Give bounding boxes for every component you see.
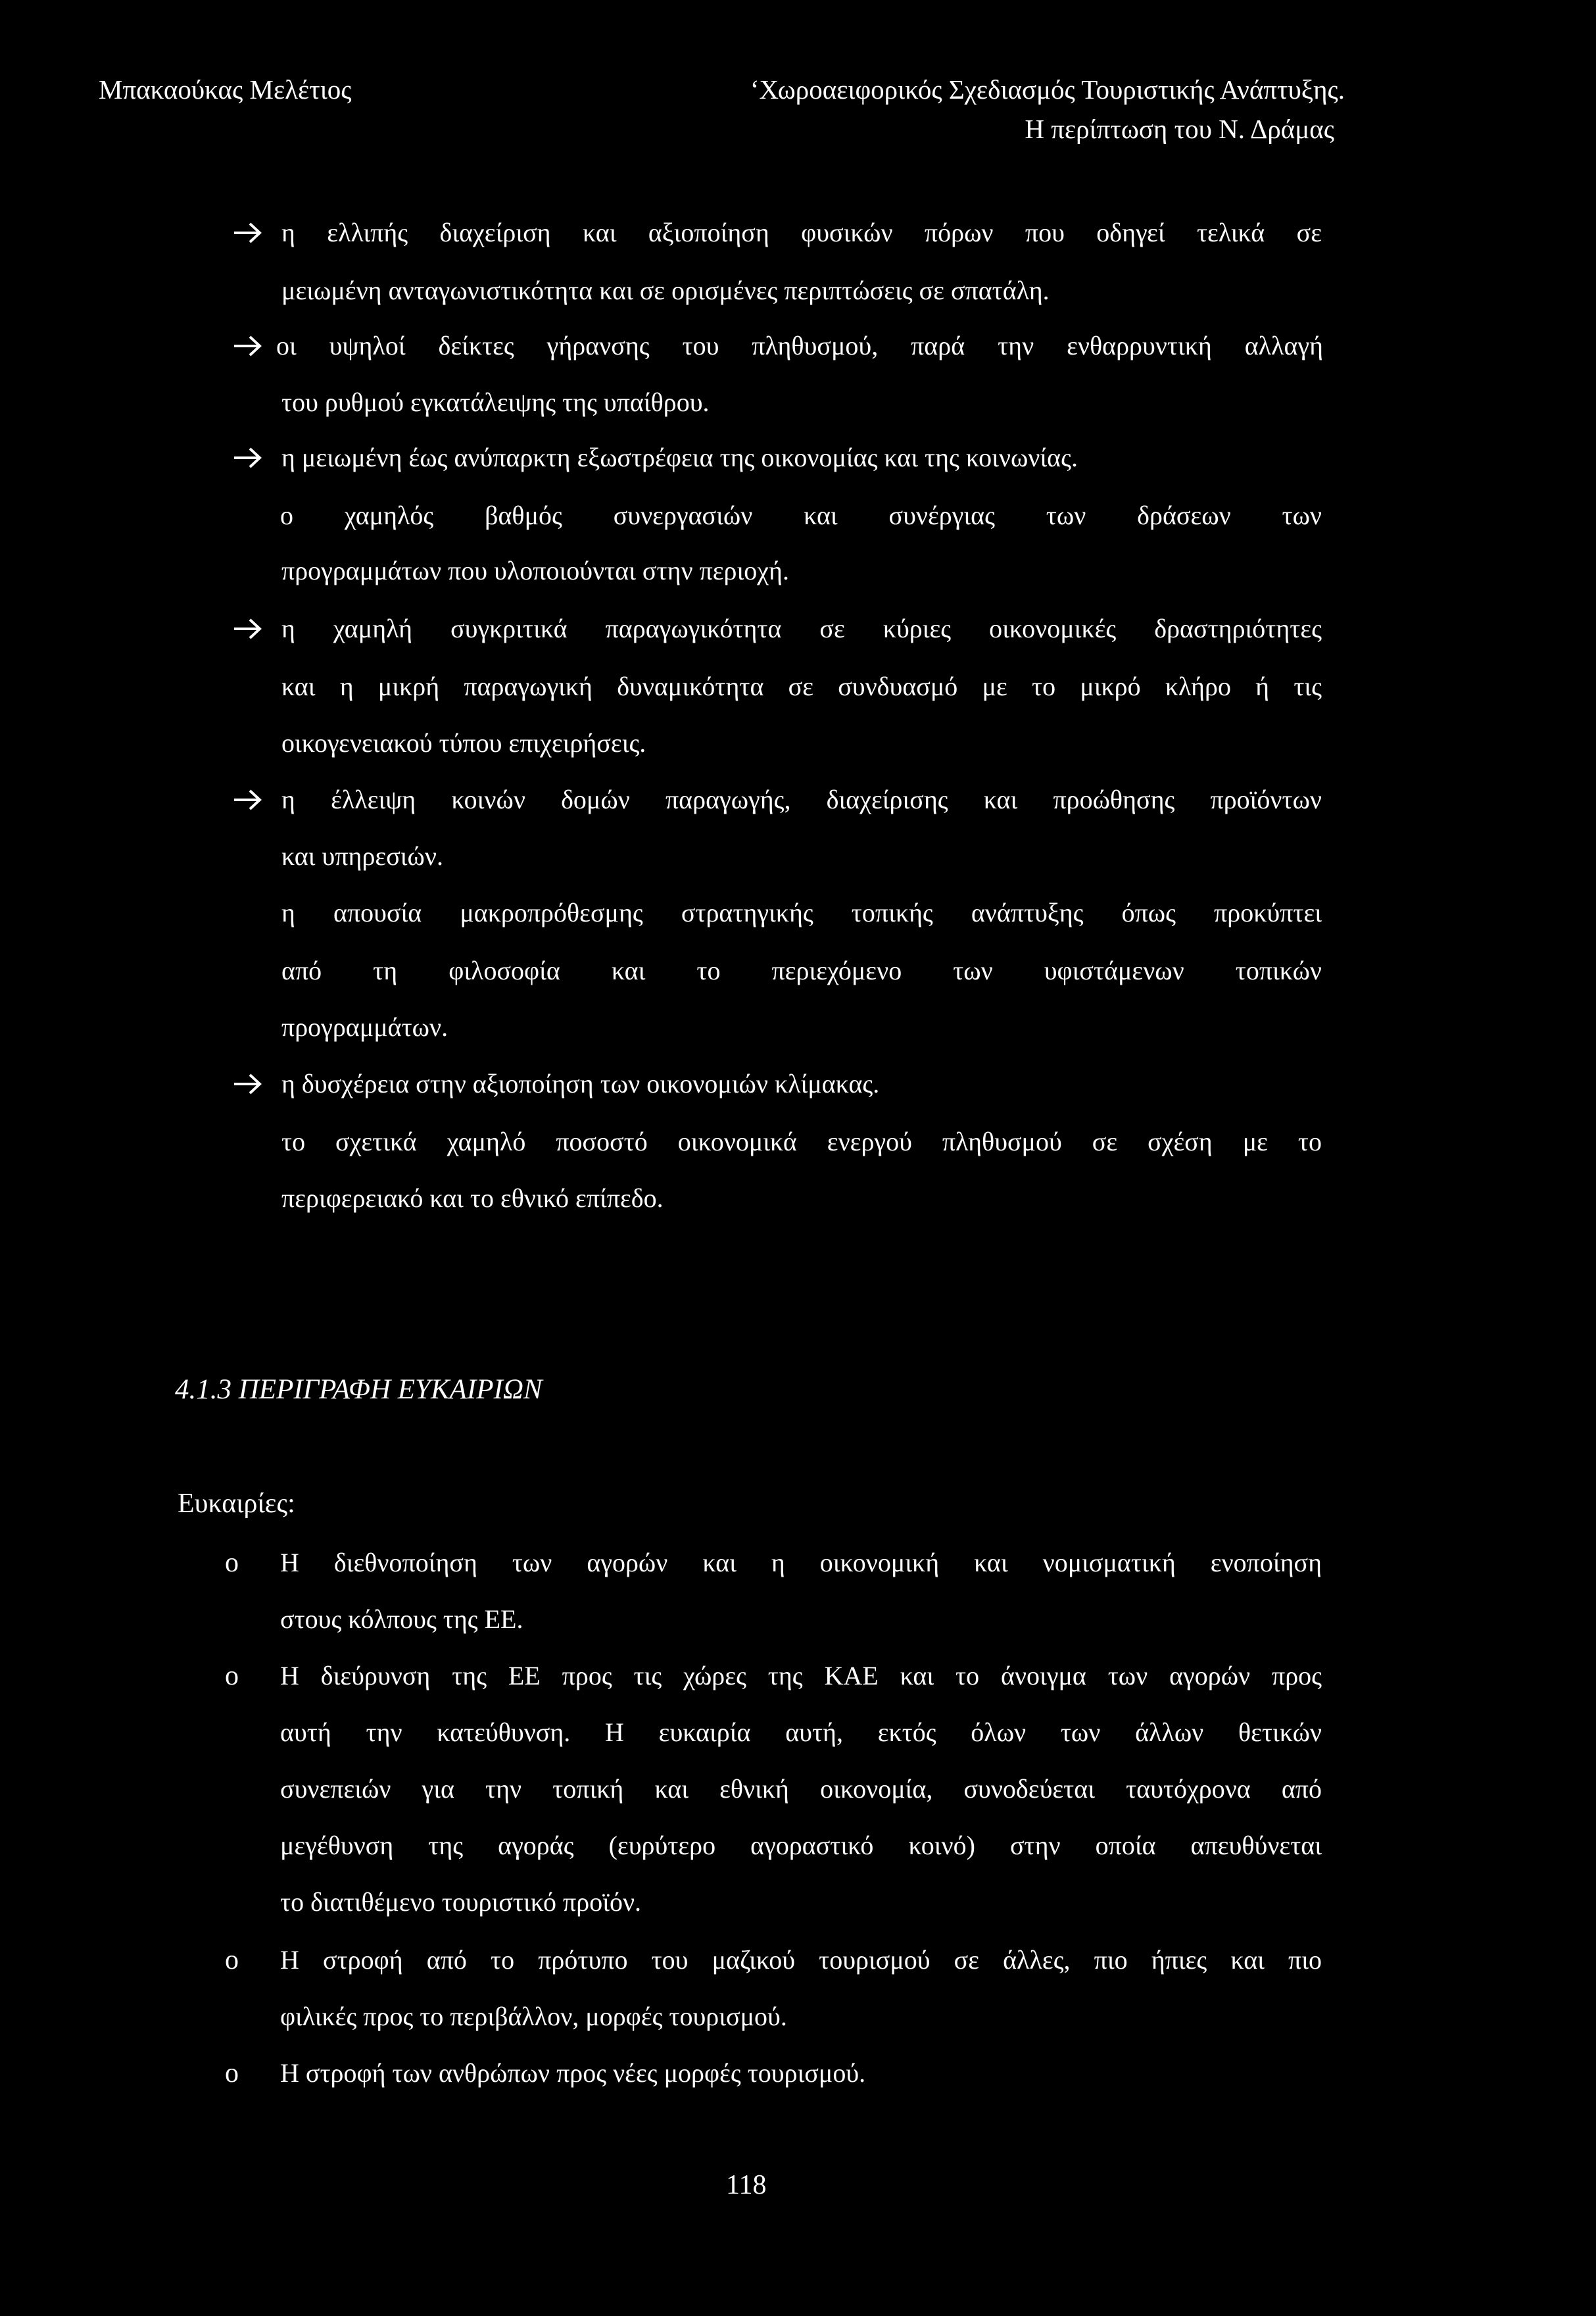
weakness-line: και η μικρή παραγωγική δυναμικότητα σε συνδυασμό με το μικρό κλήρο ή τις <box>281 672 1322 701</box>
bullet-marker: o <box>225 1661 239 1691</box>
section-title: 4.1.3 ΠΕΡΙΓΡΑΦΗ ΕΥΚΑΙΡΙΩΝ <box>175 1374 543 1405</box>
weakness-line: προγραμμάτων. <box>281 1012 448 1042</box>
opportunity-line: Η στροφή από το πρότυπο του μαζικού τουρισμού σε άλλες, πιο ήπιες και πιο <box>280 1945 1322 1975</box>
opportunity-line: το διατιθέμενο τουριστικό προϊόν. <box>280 1887 642 1917</box>
bullet-marker: o <box>225 1945 239 1975</box>
opportunity-line: Η διεύρυνση της ΕΕ προς τις χώρες της ΚΑΕ και το άνοιγμα των αγορών προς <box>280 1661 1322 1690</box>
weakness-line: οι υψηλοί δείκτες γήρανσης του πληθυσμού, παρά την ενθαρρυντική αλλαγή <box>276 331 1323 360</box>
arrow-icon <box>233 788 263 812</box>
opportunity-line: Η διεθνοποίηση των αγορών και η οικονομική και νομισματική ενοποίηση <box>280 1548 1322 1577</box>
weakness-line: μειωμένη ανταγωνιστικότητα και σε ορισμένες περιπτώσεις σε σπατάλη. <box>281 276 1050 305</box>
weakness-line: προγραμμάτων που υλοποιούνται στην περιοχή. <box>281 556 789 585</box>
weakness-line: από τη φιλοσοφία και το περιεχόμενο των υφιστάμενων τοπικών <box>281 956 1322 985</box>
weakness-line: η μειωμένη έως ανύπαρκτη εξωστρέφεια της οικονομίας και της κοινωνίας. <box>281 443 1078 472</box>
opportunity-line: συνεπειών για την τοπική και εθνική οικονομία, συνοδεύεται ταυτόχρονα από <box>280 1774 1322 1804</box>
arrow-icon <box>233 617 263 641</box>
weakness-line: η ελλιπής διαχείριση και αξιοποίηση φυσικών πόρων που οδηγεί τελικά σε <box>281 218 1322 247</box>
page-number: 118 <box>726 2170 767 2200</box>
arrow-icon <box>233 221 263 245</box>
weakness-line: και υπηρεσιών. <box>281 841 443 871</box>
header-title-line2: Η περίπτωση του Ν. Δράμας <box>1025 114 1334 144</box>
weakness-line: περιφερειακό και το εθνικό επίπεδο. <box>281 1183 664 1213</box>
opportunity-line: αυτή την κατεύθυνση. Η ευκαιρία αυτή, εκτός όλων των άλλων θετικών <box>280 1717 1322 1747</box>
weakness-line: του ρυθμού εγκατάλειψης της υπαίθρου. <box>281 387 710 417</box>
opportunity-line: μεγέθυνση της αγοράς (ευρύτερο αγοραστικό κοινό) στην οποία απευθύνεται <box>280 1831 1322 1860</box>
opportunity-line: Η στροφή των ανθρώπων προς νέες μορφές τουρισμού. <box>280 2058 866 2088</box>
opportunity-line: φιλικές προς το περιβάλλον, μορφές τουρισμού. <box>280 2002 787 2031</box>
weakness-line: η απουσία μακροπρόθεσμης στρατηγικής τοπικής ανάπτυξης όπως προκύπτει <box>281 898 1322 927</box>
bullet-marker: o <box>225 2058 239 2088</box>
arrow-icon <box>233 1072 263 1096</box>
weakness-line: ο χαμηλός βαθμός συνεργασιών και συνέργιας των δράσεων των <box>280 501 1322 530</box>
section-subtitle: Ευκαιρίες: <box>178 1489 295 1519</box>
weakness-line: η χαμηλή συγκριτικά παραγωγικότητα σε κύριες οικονομικές δραστηριότητες <box>281 614 1322 643</box>
weakness-line: το σχετικά χαμηλό ποσοστό οικονομικά ενεργού πληθυσμού σε σχέση με το <box>281 1127 1322 1156</box>
weakness-line: η δυσχέρεια στην αξιοποίηση των οικονομιών κλίμακας. <box>281 1069 880 1098</box>
opportunity-line: στους κόλπους της ΕΕ. <box>280 1604 523 1634</box>
header-title-line1: ‘Χωροαειφορικός Σχεδιασμός Τουριστικής Ανάπτυξης. <box>750 74 1345 105</box>
header-author: Μπακαούκας Μελέτιος <box>99 74 352 105</box>
arrow-icon <box>233 446 263 470</box>
bullet-marker: o <box>225 1548 239 1578</box>
arrow-icon <box>233 334 263 358</box>
weakness-line: οικογενειακού τύπου επιχειρήσεις. <box>281 728 646 758</box>
weakness-line: η έλλειψη κοινών δομών παραγωγής, διαχείρισης και προώθησης προϊόντων <box>281 785 1322 814</box>
